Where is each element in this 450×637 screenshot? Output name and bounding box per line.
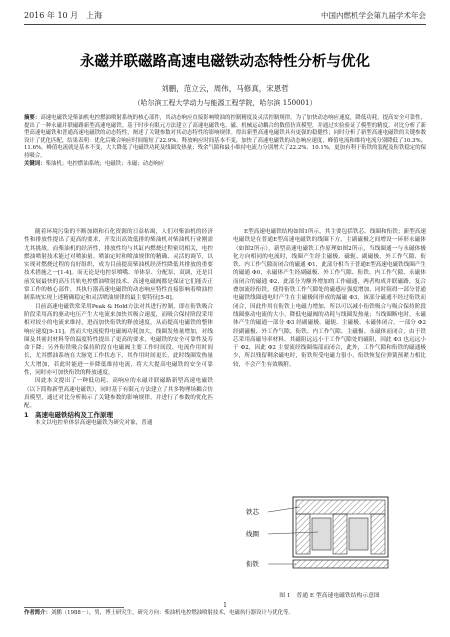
label-core: 铁芯 <box>246 508 259 516</box>
label-armature: 衔铁 <box>246 560 259 568</box>
page-number: 1 <box>223 602 227 609</box>
body-paragraph: 随着环境污染的不断加剧和石化资源的日益枯竭，人们对柴油机的经济性和排放性提出了更高的要求，开发出高效低排的柴油机对柴油机行业刚需尤其挑战。而柴油机的经济性，排放性均与其缸内燃烧过程密切相关，电控燃油喷射技术能过对喷油量、喷油定时和喷油规律的精确、灵活的调节，以实现对燃烧过程的良好组织，成为目前提高柴油机经济性降低其排放的重要技术措施之一[1-4]。而无论是电控泵喷嘴、单体泵、分配泵、双调，还是目前发展最快的高压共轨电控燃油喷射技术，高速电磁阀都是保证它们能否正常工作的核心部件，其执行器高速电磁铁的动态响应特性直接影响着喷油控制系统实现上述精确稳定和灵活喷油规律的最主要特征[5-8]。 <box>24 229 213 302</box>
figure-caption: 图 1 普通 E 型高速电磁铁结构示意图 <box>279 593 380 599</box>
section-heading: 1 高速电磁铁结构及工作原理 <box>24 410 114 419</box>
label-coil: 线圈 <box>246 530 259 538</box>
abstract-text: 高速电磁铁是柴油机电控燃油喷射系统的核心部件，其动态响应直接影响喷油的控制精度及灵活控制规律。为了加快动态响应速度，降低功耗，提高安全可靠性，提出了一种永磁并联磁路新型高速电磁铁。基于时步有限元方法建立了高速电磁铁电、磁、机械运动耦合的数值仿真模型，并通过实验验证了模型的精度。对比分析了新型高速电磁铁和普通高速电磁铁的动态特性，阐述了关键参数对其动态特性的影响规律。得出新型高速电磁铁具有更强的稳健性；同时分析了新型高速电磁铁的关键参数设计了优化匹配。结果表明：优化后吸合响应时间缩短了22.9%，释放响应时间基本不变，加快了高速电磁铁的动态响应速度，峰值电流和维持电流分别降低了10.3%、11.6%，峰值电流就是基本不变，大大降低了电磁铁功耗及线圈发热量；残余气隙和最小维持电流力分别增大了22.2%、10.1%，更加有利于衔铁的装配及衔铁稳定的保持吸合。 <box>24 115 426 159</box>
affiliation: （哈尔滨工程大学动力与能源工程学院，哈尔滨 150001） <box>133 99 317 107</box>
header-divider <box>24 24 426 25</box>
keywords-label: 关键词： <box>24 160 46 167</box>
footnote-text: 刘鹏（1988－），男，博士研究生，研究方向：柴油机电控燃油喷射技术，电磁执行器设计与优化等。 <box>50 610 294 616</box>
paper-title: 永磁并联磁路高速电磁铁动态特性分析与优化 <box>80 54 370 70</box>
body-paragraph: E型高速电磁铁结构如图1所示，其主要包括铁芯、线圈和衔铁；新型高速电磁铁是在普通E型高速电磁铁的线圈下方，主副磁极之间增设一环形永磁体（如图2所示），新型高速电磁铁工作原理如图2所示，当线圈通一与永磁体极化方向相同的电流时，线圈产生经主磁极、磁轭、副磁极、外工作气隙、衔铁、内工作气隙而闭合的磁通 Φ1，此部分相当于普通E型高速电磁铁线圈产生的磁通 Φ0，永磁体产生经副磁极、外工作气隙、衔铁、内工作气隙、永磁体而闭合的磁通 Φ2，此部分为额外增加的工作磁通，两者构成并联磁路，复合叠加流经衔铁，使得衔铁工作气隙处的磁感应强度增加，同时阻碍一部分普通电磁铁线圈通电时产生在主磁极间形成的漏磁 Φ3，该部分磁通不经过衔铁而闭合，因此作用在衔铁上电磁力增加，所以可以减小衔铁吸合与吸合保持阶段线圈驱动电流的大小，降低电磁阀的功耗与线圈发热量；当线圈断电时，永磁体产生的磁通一部分 Φ3 经副磁极、磁轭、主磁极、永磁体闭合，一部分 Φ2 经副磁极、外工作气隙、衔铁、内工作气隙、主磁极、永磁体而闭合，由于铁芯采用高磁导率材料，其磁阻远远小于工作气隙处的磁阻，因此 Φ3 也远远小于 Φ2，因此 Φ2 主要流经线圈端部而闭合，此外，工作气隙和衔铁的磁通极少，所以残留剩余磁电时，衔铁所受电磁力很小，衔铁恢复位弹簧预紧力相比较，不会产生有效吸附。 <box>233 229 427 368</box>
keywords: 柴油机；电控燃油系统；电磁铁；永磁；动态响应 <box>45 160 165 167</box>
abstract-label: 摘要： <box>24 115 41 121</box>
left-column <box>24 228 213 427</box>
header-date-location: 2016 年 10 月 上海 <box>24 10 103 20</box>
body-paragraph: 因此本文提出了一种低功耗、高响应的永磁并联磁路新型高速电磁铁（以下简称新型高速电磁铁），同时基于有限元方法建立了其多物理场耦合仿真模型，通过对比分析揭示了关键参数的影响规律，并进行了参数的优化匹配。 <box>24 378 213 410</box>
footnote-divider <box>24 607 124 608</box>
body-paragraph: 本文以电控单体泵高速电磁铁为研究对象，普通 <box>35 419 153 426</box>
footnote <box>24 610 426 618</box>
abstract <box>24 115 426 168</box>
page-header <box>24 8 426 22</box>
figure-1 <box>238 492 423 582</box>
electromagnet-diagram <box>238 492 423 582</box>
body-paragraph: 目前高速电磁铁常采用Peak & Hold方法对其进行控制，即在衔铁吸合阶段采用高的驱动电压产生大电流来加快其吸合速度，而吸合保持阶段采用相对较小的电流来维持，进而加快衔铁的释放速度，从而提高电磁铁的整体响应速度[9-11]。然而大电流使得电磁阀功耗加大，线圈发热量增加，对线圈及其密封材料等的温度特性提出了更高的要求，电磁铁的安全可靠性及寿命下降；另外衔铁吸合保持阶段在电磁阀主要工作时间段，电流作用时间长，尤其燃油系统在大脉宽工作状态下，其作用时间更长，此时线圈发热量大大增加，若此时能进一步降低维持电流，将大大提高电磁铁的安全可靠性，同时亦可加快衔铁的释放速度。 <box>24 303 213 377</box>
right-column <box>233 228 426 369</box>
authors: 刘鹏，范立云，周伟，马修真，宋恩哲 <box>161 84 289 93</box>
header-conference: 中国内燃机学会第九届学术年会 <box>321 10 426 20</box>
footnote-label: 作者简介： <box>24 610 51 616</box>
